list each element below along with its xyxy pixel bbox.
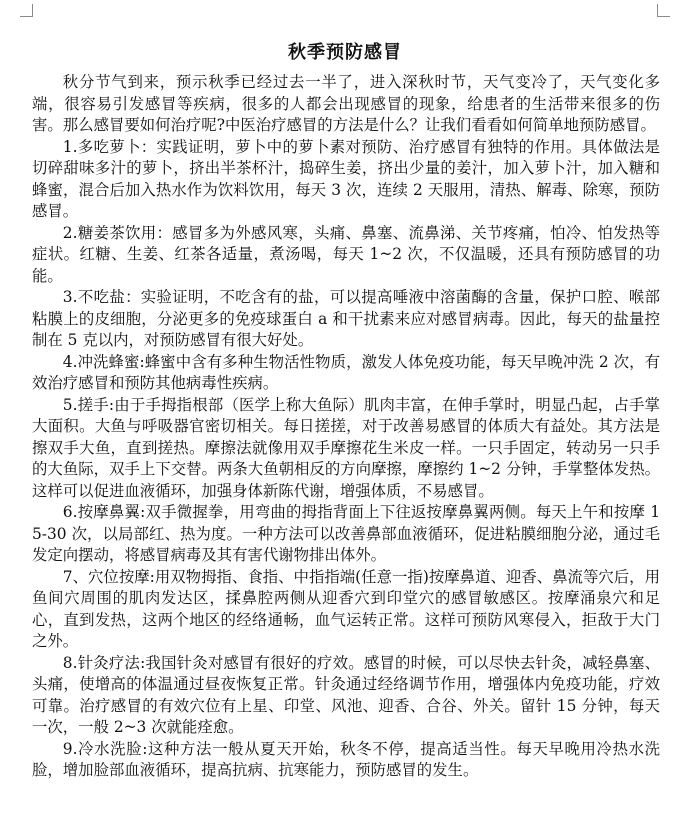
paragraph-acupoint-massage: 7、穴位按摩:用双物拇指、食指、中指指端(任意一指)按摩鼻道、迎香、鼻流等穴后，用鱼间穴周围的肌肉发达区，揉鼻腔两侧从迎香穴到印堂穴的感冒敏感区。按摩涌泉穴和足心，直到发热，这两个地区的经络通畅，血气运转正常。这样可预防风寒侵入，拒敌于大门之外。 [32,567,660,650]
paragraph-honey: 4.冲洗蜂蜜:蜂蜜中含有多种生物活性物质，激发人体免疫功能，每天早晚冲洗 2 次，有效治疗感冒和预防其他病毒性疾病。 [32,352,660,392]
paragraph-intro: 秋分节气到来，预示秋季已经过去一半了，进入深秋时节，天气变冷了，天气变化多端，很容易引发感冒等疾病，很多的人都会出现感冒的现象，给患者的生活带来很多的伤害。那么感冒要如何治疗呢?中医治疗感冒的方法是什么？让我们看看如何简单地预防感冒。 [32,73,660,134]
paragraph-acupuncture: 8.针灸疗法:我国针灸对感冒有很好的疗效。感冒的时候，可以尽快去针灸，减轻鼻塞、头痛，使增高的体温通过昼夜恢复正常。针灸通过经络调节作用，增强体内免疫功能，疗效可靠。治疗感冒的有效穴位有上星、印堂、风池、迎香、合谷、外关。留针 15 分钟，每天一次，一般 2~3 次就能痊愈。 [32,653,660,736]
crop-mark-top-right [657,4,670,17]
paragraph-radish: 1.多吃萝卜：实践证明，萝卜中的萝卜素对预防、治疗感冒有独特的作用。具体做法是切碎甜味多汁的萝卜，挤出半茶杯汁，捣碎生姜，挤出少量的姜汁，加入萝卜汁，加入糖和蜂蜜，混合后加入热水作为饮料饮用，每天 3 次，连续 2 天服用，清热、解毒、除寒，预防感冒。 [32,137,660,220]
document-body [32,72,660,782]
paragraph-ginger-tea: 2.糖姜茶饮用：感冒多为外感风寒，头痛、鼻塞、流鼻涕、关节疼痛，怕冷、怕发热等症状。红糖、生姜、红茶各适量，煮汤喝，每天 1~2 次，不仅温暖，还具有预防感冒的功能。 [32,223,660,285]
crop-mark-top-left [20,4,33,17]
document-title: 秋季预防感冒 [288,42,402,63]
paragraph-salt: 3.不吃盐：实验证明，不吃含有的盐，可以提高唾液中溶菌酶的含量，保护口腔、喉部粘膜上的皮细胞，分泌更多的免疫球蛋白 a 和干扰素来应对感冒病毒。因此，每天的盐量控制在 5 克以内，对预防感冒有很大好处。 [32,288,660,349]
paragraph-rub-hands: 5.搓手:由于手拇指根部（医学上称大鱼际）肌肉丰富，在伸手掌时，明显凸起，占手掌大面积。大鱼与呼吸器官密切相关。每日搓搓，对于改善易感冒的体质大有益处。其方法是擦双手大鱼，直到搓热。摩擦法就像用双手摩擦花生米皮一样。一只手固定，转动另一只手的大鱼际，双手上下交替。两条大鱼朝相反的方向摩擦，摩擦约 1~2 分钟，手掌整体发热。这样可以促进血液循环，加强身体新陈代谢，增强体质，不易感冒。 [32,395,660,500]
paragraph-cold-wash: 9.冷水洗脸:这种方法一般从夏天开始，秋冬不停，提高适当性。每天早晚用冷热水洗脸，增加脸部血液循环，提高抗病、抗寒能力，预防感冒的发生。 [32,739,660,779]
paragraph-nose-massage: 6.按摩鼻翼:双手微握拳，用弯曲的拇指背面上下往返按摩鼻翼两侧。每天上午和按摩 15-30 次，以局部红、热为度。一种方法可以改善鼻部血液循环，促进粘膜细胞分泌，通过毛发定向摆动，将感冒病毒及其有害代谢物排出体外。 [32,503,660,564]
